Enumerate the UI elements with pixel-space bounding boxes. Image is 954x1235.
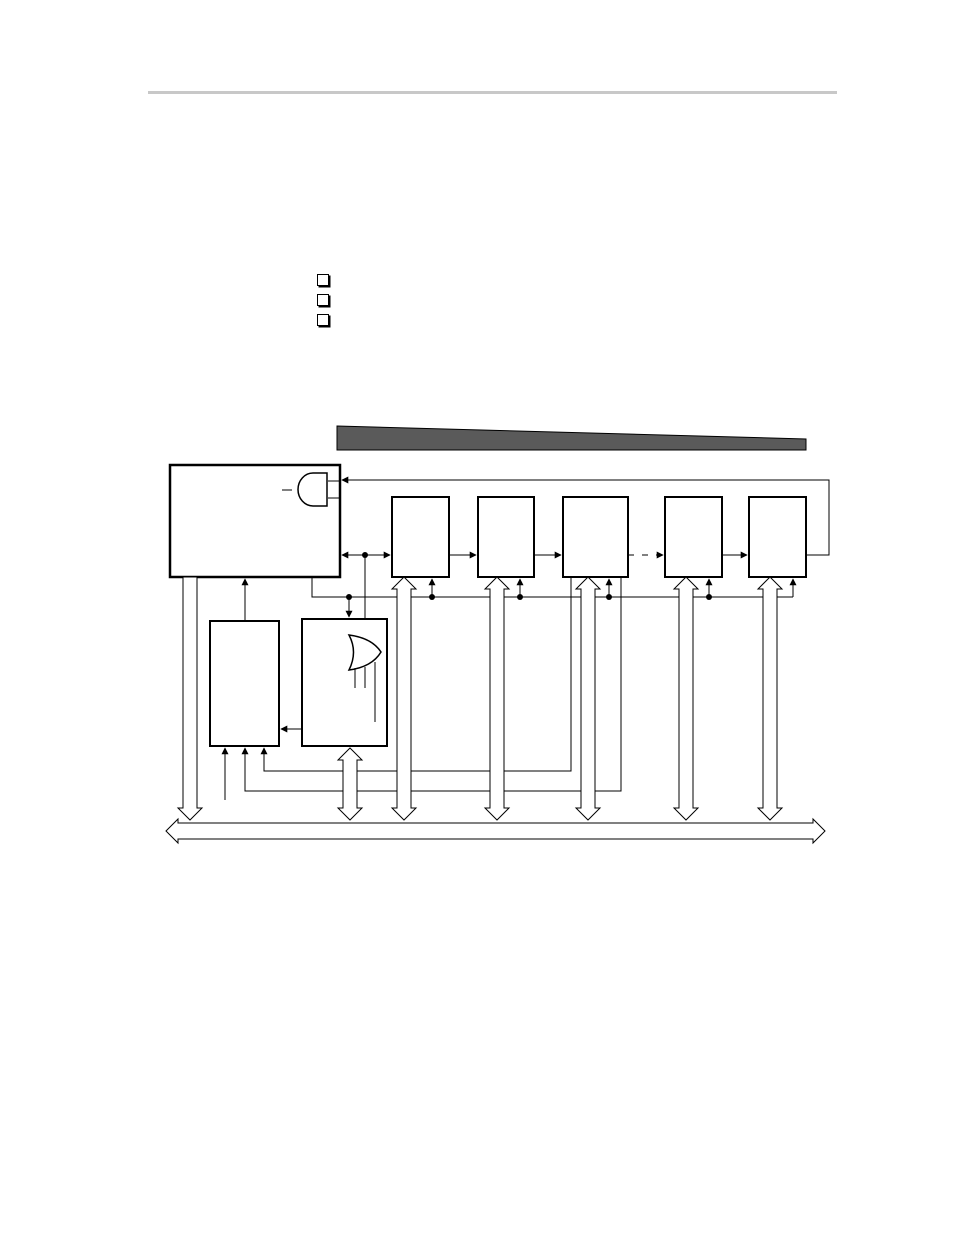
bus-arrow-block-3 bbox=[576, 577, 600, 820]
controller-bus-arrow bbox=[178, 577, 202, 820]
bus-arrow-block-2 bbox=[485, 577, 509, 820]
chain-block-3 bbox=[563, 497, 628, 577]
lower-block-right bbox=[302, 619, 387, 746]
bus-arrow-block-5 bbox=[758, 577, 782, 820]
bus-arrow-block-4 bbox=[674, 577, 698, 820]
bus-arrow-block-1 bbox=[392, 577, 416, 820]
chain-block-1 bbox=[392, 497, 449, 577]
chain-block-2 bbox=[478, 497, 534, 577]
main-system-bus bbox=[166, 819, 825, 843]
chain-block-4 bbox=[665, 497, 722, 577]
lower-block-left bbox=[210, 621, 279, 746]
bus-arrow-lower-block bbox=[338, 748, 362, 820]
and-gate-icon bbox=[298, 473, 327, 506]
chain-block-5 bbox=[749, 497, 806, 577]
priority-wedge bbox=[337, 426, 806, 450]
